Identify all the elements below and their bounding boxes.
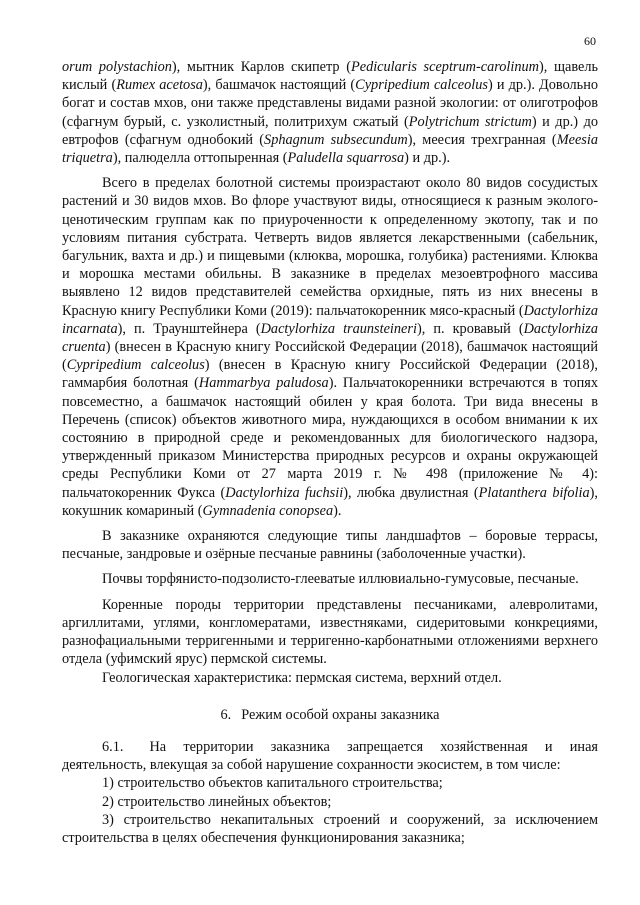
latin-name: Sphagnum subsecundum [264,131,408,148]
paragraph-geology: Геологическая характеристика: пермская система, верхний отдел. [102,669,502,686]
latin-name: Dactylorhiza incarnata [62,302,598,337]
document-body [62,58,598,847]
latin-name: Dactylorhiza traunsteineri [260,320,417,337]
paragraph-soils: Почвы торфянисто-подзолисто-глееватые иллювиально-гумусовые, песчаные. [102,571,579,588]
latin-name: Rumex acetosa [116,77,203,94]
latin-name: Paludella squarrosa [287,150,405,167]
page-number: 60 [584,34,596,48]
latin-name: orum polystachion [62,59,172,75]
latin-name: Pedicularis sceptrum-carolinum [350,59,539,75]
section-title: Режим особой охраны заказника [241,706,440,723]
clause-6-1 [62,738,598,774]
list-item: 2) строительство линейных объектов; [102,793,332,810]
latin-name: Dactylorhiza cruenta [62,320,598,356]
latin-name: Gymnadenia conopsea [202,502,334,519]
latin-name: Dactylorhiza fuchsii [225,484,344,501]
latin-name: Cypripedium calceolus [355,77,488,94]
latin-name: Platanthera bifolia [478,484,590,501]
paragraph-vascular-plants: Всего в пределах болотной системы произрастают около 80 видов сосудистых растений и 30 видов мхов. Во флоре участвуют виды, относящиеся к разным эколого-ценотическим группам как по приуроченности к определенному экотопу, так и по условиям питания субстрата. Четверть видов является лекарственными (сабельник, багульник, вахта и др.) и пищевыми (клюква, морошка, голубика) растениями. Клюква и морошка местами обильны. В заказнике в пределах мезоевтрофного массива выявлено 12 видов представителей семейства орхидные, пять из них внесены в Красную книгу Республики Коми (2019): пальчатокоренник мясо-красный (Dactylorhiza incarnata), п. Траунштейнера (Dactylorhiza traunsteineri), п. кровавый (Dactylorhiza cruenta) (внесен в Красную книгу Российской Федерации (2018), башмачок настоящий (Cypripedium calceolus) (внесен в Красную книгу Российской Федерации (2018), гаммарбия болотная (Hammarbya paludosa). Пальчатокоренники встречаются в топях повсеместно, а башмачок настоящий обилен у края болота. Три вида внесены в Перечень (список) объектов животного мира, нуждающихся в особом внимании к их состоянию в природной среде и рекомендованных для биологического надзора, утвержденный приказом Министерства природных ресурсов и охраны окружающей среды Республики Коми от 27 марта 2019 г. № 498 (приложение № 4): пальчатокоренник Фукса (Dactylorhiza fuchsii), любка двулистная (Platanthera bifolia), кокушник комариный (Gymnadenia conopsea). [62,175,599,519]
paragraph-flora-continued: orum polystachion), мытник Карлов скипетр (Pedicularis sceptrum-carolinum), щавель кислый (Rumex acetosa), башмачок настоящий (Cypripedium calceolus) и др.). Довольно богат и состав мхов, они также представлены видами разной экологии: от олиготрофов (сфагнум бурый, с. узколистный, политрихум сжатый (Polytrichum strictum) и др.) до евтрофов (сфагнум однобокий (Sphagnum subsecundum), меесия трехгранная (Meesia triquetra), палюделла оттопыренная (Paludella squarrosa) и др.). [62,59,599,167]
latin-name: Polytrichum strictum [408,113,532,130]
latin-name: Cypripedium calceolus [66,357,205,374]
list-item: 1) строительство объектов капитального строительства; [102,775,443,792]
clause-number: 6.1. [102,738,124,755]
list-item: 3) строительство некапитальных строений и сооружений, за исключением строительства в целях обеспечения функционирования заказника; [62,811,598,846]
section-number: 6. [220,706,232,723]
paragraph-landscapes: В заказнике охраняются следующие типы ландшафтов – боровые террасы, песчаные, зандровые и озёрные песчаные равнины (заболоченные участки). [62,528,598,563]
latin-name: Hammarbya paludosa [198,375,329,392]
clause-text: На территории заказника запрещается хозяйственная и иная деятельность, влекущая за собой нарушение сохранности экосистем, в том числе: [62,738,598,774]
latin-name: Meesia triquetra [62,131,598,167]
paragraph-bedrock: Коренные породы территории представлены песчаниками, алевролитами, аргиллитами, углями, конгломератами, известняками, сидеритовыми конкрециями, разнофациальными терригенными и терригенно-карбонатными отложениями верхнего отдела (уфимский ярус) пермской системы. [62,596,598,668]
section-heading [62,706,598,724]
